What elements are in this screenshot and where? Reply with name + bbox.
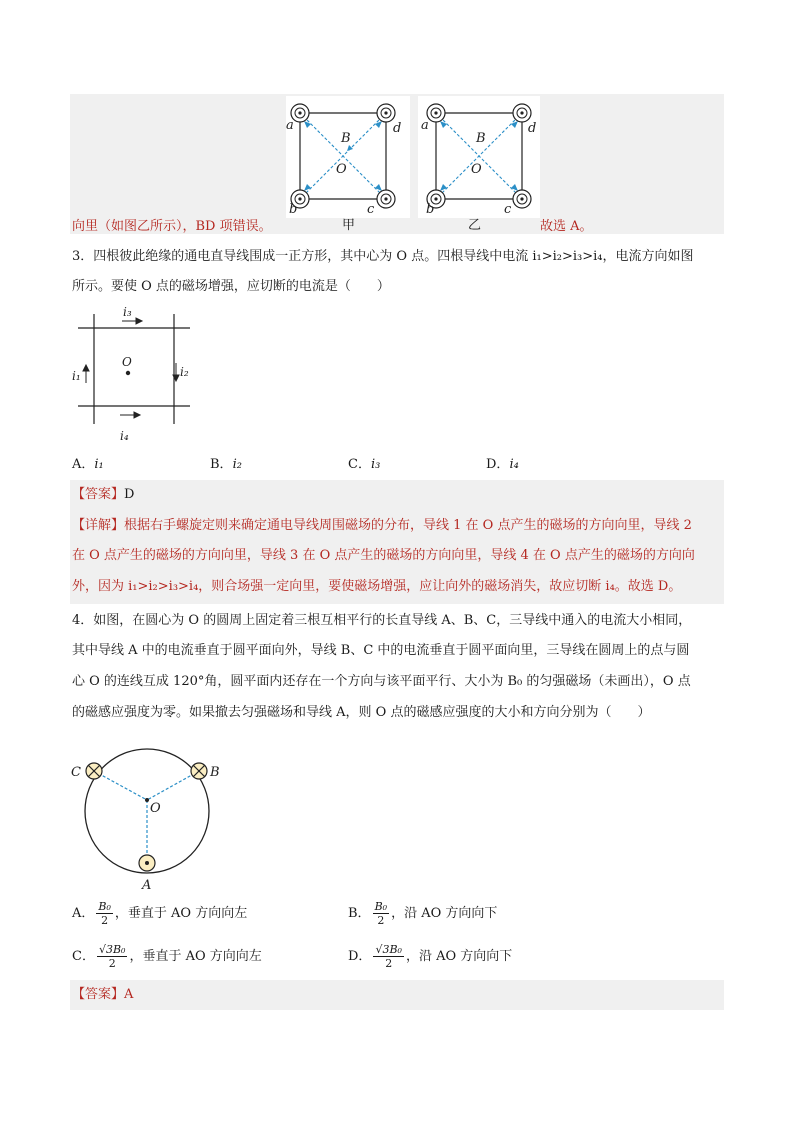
q4-line1: 4．如图，在圆心为 O 的圆周上固定着三根互相平行的长直导线 A、B、C，三导线中通入的电流大小相同， (72, 613, 692, 628)
wire-c-jia (377, 190, 395, 208)
q4-option-d-text: ，沿 AO 方向向下 (405, 949, 513, 964)
q3-option-c-letter: C． (348, 457, 371, 472)
q3-option-a-letter: A． (72, 457, 95, 472)
q4-option-d-den: 2 (385, 957, 393, 970)
q3-detail-text1: 根据右手螺旋定则来确定通电导线周围磁场的分布，导线 1 在 O 点产生的磁场的方向向里，导线 2 (124, 518, 692, 533)
q3-option-b-letter: B． (210, 457, 233, 472)
label-a: a (286, 118, 294, 133)
label-i4: i₄ (120, 429, 129, 443)
q3-option-d-letter: D． (486, 457, 510, 472)
q3-figure (66, 304, 202, 446)
label-B: B (476, 131, 486, 146)
q4-option-a-fraction (96, 900, 113, 927)
q4-option-d-letter: D． (348, 949, 372, 964)
q4-option-a[interactable] (72, 898, 247, 930)
q3-option-b[interactable] (210, 456, 242, 474)
q3-line2: 所示。要使 O 点的磁场增强，应切断的电流是（ ） (72, 279, 390, 294)
top-text-right: 故选 A。 (540, 219, 593, 234)
wire-C (86, 763, 102, 779)
q4-option-c-letter: C． (72, 949, 95, 964)
label-c: c (367, 202, 375, 217)
q3-option-c-value: i₃ (370, 457, 381, 472)
q4-option-b[interactable] (348, 898, 497, 930)
label-B: B (210, 765, 220, 780)
wire-A (139, 855, 155, 871)
label-b: b (289, 202, 298, 217)
q4-option-a-den: 2 (101, 914, 109, 927)
label-c: c (504, 202, 512, 217)
q4-answer (72, 986, 133, 1004)
q3-option-d[interactable] (486, 456, 519, 474)
q4-option-b-text: ，沿 AO 方向向下 (391, 906, 498, 921)
q4-option-c-den: 2 (108, 957, 116, 970)
q3-detail-line2: 在 O 点产生的磁场的方向向里，导线 3 在 O 点产生的磁场的方向向里，导线 4 在 O 点产生的磁场的方向向 (72, 548, 695, 563)
q3-option-b-value: i₂ (232, 457, 242, 472)
caption-yi: 乙 (468, 218, 482, 233)
caption-jia: 甲 (342, 218, 356, 233)
q3-detail-line1 (72, 517, 692, 535)
label-a: a (421, 118, 429, 133)
label-i2: i₂ (180, 365, 189, 379)
q3-detail-label: 【详解】 (72, 518, 125, 533)
figure-jia (286, 96, 410, 218)
q4-option-d[interactable] (348, 941, 512, 973)
label-b: b (426, 202, 435, 217)
q4-option-a-num: B₀ (98, 900, 111, 913)
q3-option-d-value: i₄ (509, 457, 519, 472)
q3-answer-value: D (124, 487, 135, 502)
figure-yi (418, 96, 540, 218)
wire-B (191, 763, 207, 779)
q3-line1: 3．四根彼此绝缘的通电直导线围成一正方形，其中心为 O 点。四根导线中电流 i₁>i₂>i₃>i₄，电流方向如图 (72, 249, 694, 264)
q4-option-c[interactable] (72, 941, 262, 973)
q4-option-d-num: √3B₀ (375, 943, 402, 956)
q4-line2: 其中导线 A 中的电流垂直于圆平面向外，导线 B、C 中的电流垂直于圆平面向里，三导线在圆周上的点与圆 (72, 643, 690, 658)
q4-figure (66, 748, 226, 896)
q4-answer-label: 【答案】 (72, 987, 125, 1002)
q4-option-b-letter: B． (348, 906, 371, 921)
label-A: A (142, 878, 152, 893)
q3-answer (72, 486, 134, 504)
label-d: d (393, 121, 402, 136)
q4-option-a-text: ，垂直于 AO 方向向左 (114, 906, 248, 921)
label-C: C (71, 765, 81, 780)
q4-answer-shade (70, 980, 724, 1010)
q3-option-c[interactable] (348, 456, 380, 474)
label-O: O (122, 355, 132, 369)
q3-option-a[interactable] (72, 456, 104, 474)
label-O: O (150, 801, 161, 816)
q4-option-a-letter: A． (72, 906, 95, 921)
q4-option-c-fraction (97, 943, 128, 970)
q4-option-b-den: 2 (377, 914, 385, 927)
top-text-left: 向里（如图乙所示），BD 项错误。 (72, 219, 272, 234)
q4-line3: 心 O 的连线互成 120°角，圆平面内还存在一个方向与该平面平行、大小为 B₀ 的匀强磁场（未画出），O 点 (72, 674, 691, 689)
q4-option-b-num: B₀ (374, 900, 388, 913)
q3-option-a-value: i₁ (94, 457, 104, 472)
point-O (145, 798, 149, 802)
label-O: O (471, 162, 482, 177)
q4-line4: 的磁感应强度为零。如果撤去匀强磁场和导线 A，则 O 点的磁感应强度的大小和方向分别为（ ） (72, 705, 651, 720)
q4-answer-value: A (124, 987, 134, 1002)
label-d: d (528, 121, 537, 136)
wire-d-jia (377, 104, 395, 122)
q4-option-c-num: √3B₀ (98, 943, 126, 956)
q3-detail-line3: 外，因为 i₁>i₂>i₃>i₄，则合场强一定向里，要使磁场增强，应让向外的磁场消失，故应切断 i₄。故选 D。 (72, 579, 682, 594)
q4-option-b-fraction (373, 900, 390, 927)
q3-answer-label: 【答案】 (72, 487, 125, 502)
label-i1: i₁ (72, 369, 81, 383)
label-B: B (341, 131, 351, 146)
q4-option-c-text: ，垂直于 AO 方向向左 (129, 949, 262, 964)
point-O (126, 371, 130, 375)
q4-option-d-fraction (373, 943, 404, 970)
label-i3: i₃ (123, 305, 132, 319)
label-O: O (336, 162, 347, 177)
